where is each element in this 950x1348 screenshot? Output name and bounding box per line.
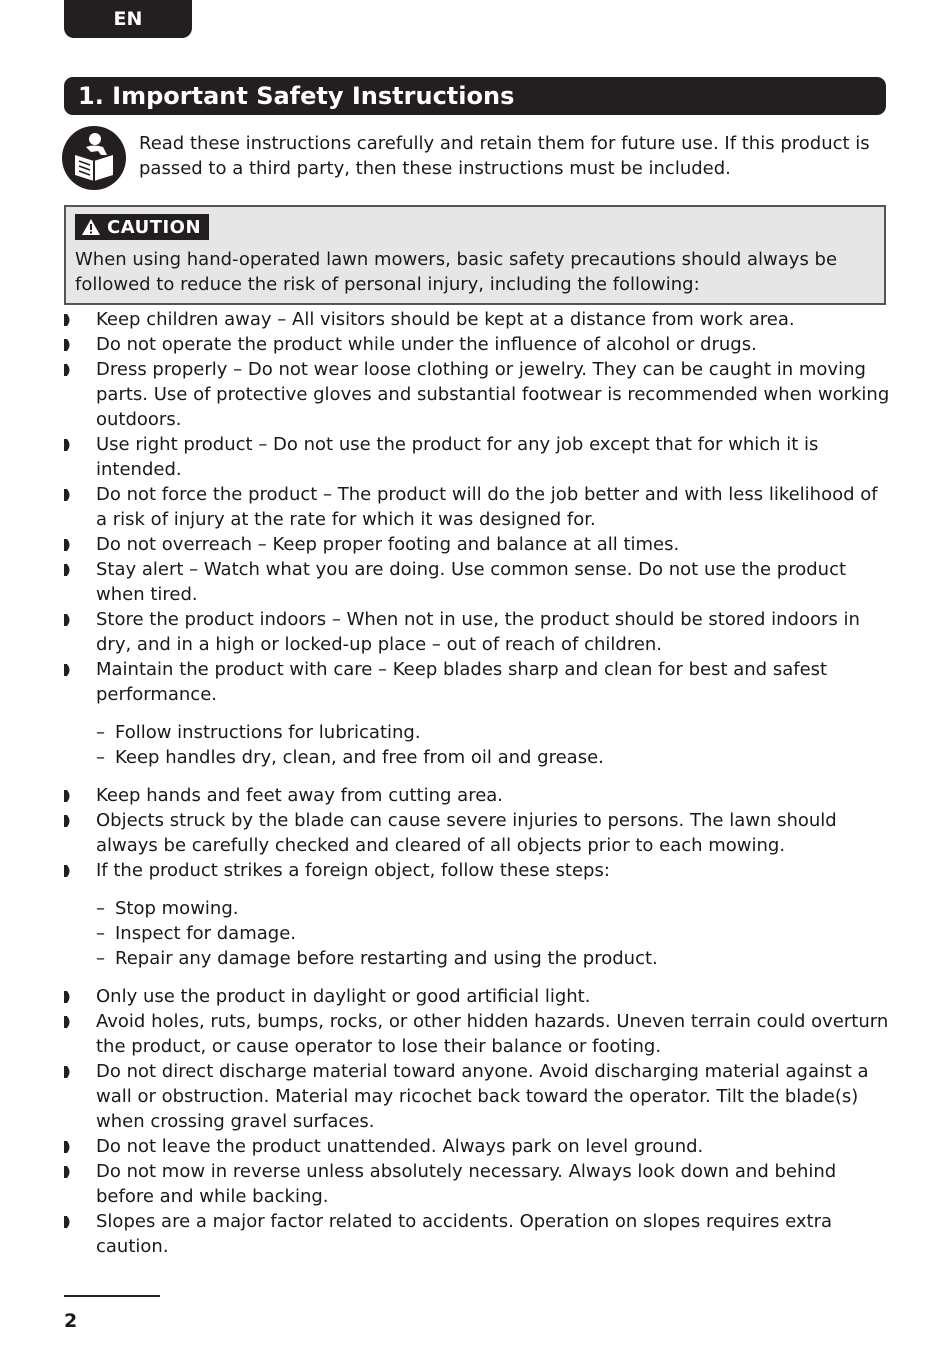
list-item-text: Avoid holes, ruts, bumps, rocks, or other hidden hazards. Uneven terrain could overturn the product, or cause operator to lose their balance or footing. bbox=[96, 1011, 889, 1057]
list-item-text: Keep hands and feet away from cutting area. bbox=[96, 785, 504, 806]
sub-list-item-text: Repair any damage before restarting and using the product. bbox=[115, 948, 658, 969]
footer-rule bbox=[64, 1295, 160, 1297]
bullet-icon bbox=[64, 1216, 72, 1228]
list-item-text: Slopes are a major factor related to accidents. Operation on slopes requires extra caution. bbox=[96, 1211, 832, 1257]
list-item-text: Objects struck by the blade can cause severe injuries to persons. The lawn should always be carefully checked and cleared of all objects prior to each mowing. bbox=[96, 810, 837, 856]
bullet-icon bbox=[64, 1016, 72, 1028]
sub-list-item bbox=[64, 745, 894, 770]
read-manual-icon bbox=[61, 125, 127, 191]
bullet-icon bbox=[64, 790, 72, 802]
bullet-icon bbox=[64, 1141, 72, 1153]
language-label: EN bbox=[113, 8, 143, 30]
sub-list-item-text: Stop mowing. bbox=[115, 898, 239, 919]
list-item bbox=[64, 1134, 894, 1159]
list-item-text: Do not mow in reverse unless absolutely necessary. Always look down and behind before and while backing. bbox=[96, 1161, 837, 1207]
list-item-text: Do not leave the product unattended. Always park on level ground. bbox=[96, 1136, 704, 1157]
list-item-text: Do not operate the product while under the influence of alcohol or drugs. bbox=[96, 334, 757, 355]
list-item-text: Do not direct discharge material toward anyone. Avoid discharging material against a wall or obstruction. Material may ricochet back toward the operator. Tilt the blade(s) when crossing gravel surfaces. bbox=[96, 1061, 869, 1132]
list-item bbox=[64, 532, 894, 557]
dash-marker: – bbox=[96, 722, 105, 743]
list-item bbox=[64, 783, 894, 808]
dash-marker: – bbox=[96, 747, 105, 768]
list-item-text: If the product strikes a foreign object, follow these steps: bbox=[96, 860, 610, 881]
list-item bbox=[64, 482, 894, 532]
bullet-icon bbox=[64, 539, 72, 551]
list-item bbox=[64, 432, 894, 482]
bullet-icon bbox=[64, 1066, 72, 1078]
list-item bbox=[64, 307, 894, 332]
list-item bbox=[64, 808, 894, 858]
intro-text: Read these instructions carefully and retain them for future use. If this product is passed to a third party, then these instructions must be included. bbox=[139, 133, 870, 179]
bullet-icon bbox=[64, 1166, 72, 1178]
list-item bbox=[64, 657, 894, 707]
bullet-icon bbox=[64, 489, 72, 501]
list-item-text: Do not force the product – The product will do the job better and with less likelihood of a risk of injury at the rate for which it was designed for. bbox=[96, 484, 878, 530]
sub-list-item-text: Inspect for damage. bbox=[115, 923, 296, 944]
dash-marker: – bbox=[96, 898, 105, 919]
bullet-icon bbox=[64, 439, 72, 451]
list-item bbox=[64, 332, 894, 357]
list-item bbox=[64, 1159, 894, 1209]
bullet-icon bbox=[64, 664, 72, 676]
list-item bbox=[64, 1009, 894, 1059]
safety-instructions-list bbox=[64, 307, 894, 1259]
bullet-icon bbox=[64, 364, 72, 376]
list-item-text: Store the product indoors – When not in use, the product should be stored indoors in dry, and in a high or locked-up place – out of reach of children. bbox=[96, 609, 860, 655]
dash-marker: – bbox=[96, 923, 105, 944]
language-tab bbox=[64, 0, 192, 38]
list-item bbox=[64, 858, 894, 883]
sub-list-item bbox=[64, 946, 894, 971]
list-item bbox=[64, 1059, 894, 1134]
bullet-icon bbox=[64, 614, 72, 626]
warning-triangle-icon bbox=[81, 218, 101, 236]
sub-list-item-text: Keep handles dry, clean, and free from oil and grease. bbox=[115, 747, 604, 768]
bullet-icon bbox=[64, 314, 72, 326]
bullet-icon bbox=[64, 815, 72, 827]
list-item-text: Keep children away – All visitors should be kept at a distance from work area. bbox=[96, 309, 795, 330]
caution-label-text: CAUTION bbox=[107, 216, 202, 238]
section-title-bar bbox=[64, 77, 886, 115]
page-number: 2 bbox=[64, 1310, 78, 1332]
section-title: 1. Important Safety Instructions bbox=[78, 82, 515, 110]
bullet-icon bbox=[64, 991, 72, 1003]
list-item bbox=[64, 1209, 894, 1259]
list-item bbox=[64, 607, 894, 657]
dash-marker: – bbox=[96, 948, 105, 969]
sub-list-item bbox=[64, 720, 894, 745]
list-item bbox=[64, 984, 894, 1009]
list-item-text: Maintain the product with care – Keep blades sharp and clean for best and safest performance. bbox=[96, 659, 828, 705]
caution-box bbox=[64, 205, 886, 305]
bullet-icon bbox=[64, 339, 72, 351]
list-item-text: Dress properly – Do not wear loose clothing or jewelry. They can be caught in moving parts. Use of protective gloves and substantial footwear is recommended when working outdoors. bbox=[96, 359, 890, 430]
sub-list-item bbox=[64, 921, 894, 946]
list-item bbox=[64, 557, 894, 607]
bullet-icon bbox=[64, 564, 72, 576]
bullet-icon bbox=[64, 865, 72, 877]
list-item-text: Only use the product in daylight or good artificial light. bbox=[96, 986, 591, 1007]
sub-list-item bbox=[64, 896, 894, 921]
list-item-text: Do not overreach – Keep proper footing and balance at all times. bbox=[96, 534, 680, 555]
list-item-text: Use right product – Do not use the product for any job except that for which it is intended. bbox=[96, 434, 819, 480]
sub-list-item-text: Follow instructions for lubricating. bbox=[115, 722, 421, 743]
list-item bbox=[64, 357, 894, 432]
caution-text: When using hand-operated lawn mowers, basic safety precautions should always be followed to reduce the risk of personal injury, including the following: bbox=[75, 249, 838, 295]
list-item-text: Stay alert – Watch what you are doing. Use common sense. Do not use the product when tired. bbox=[96, 559, 847, 605]
caution-label bbox=[75, 214, 209, 240]
